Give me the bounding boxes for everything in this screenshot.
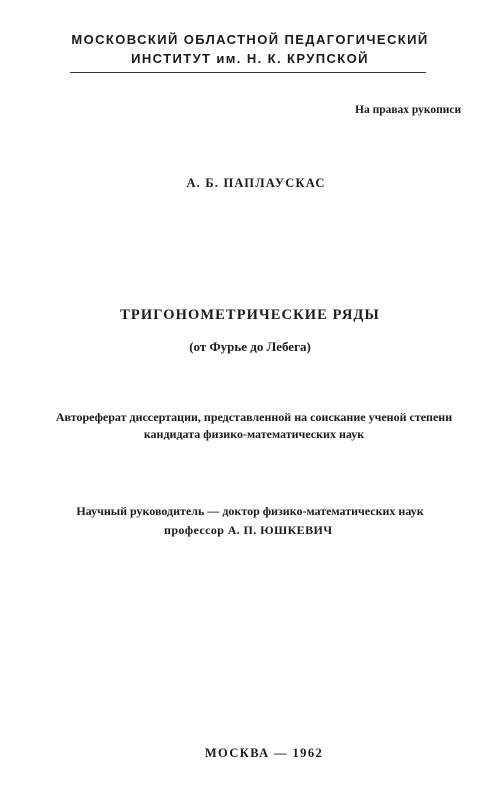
advisor-line2: профессор А. П. ЮШКЕВИЧ <box>164 523 333 537</box>
abstract-description-line1: Автореферат диссертации, представленной на соискание ученой степени <box>55 410 453 424</box>
header-divider <box>70 72 426 73</box>
dissertation-subtitle: (от Фурье до Лебега) <box>189 339 311 354</box>
abstract-description-line2: кандидата физико-математических наук <box>143 427 365 441</box>
place-and-year: МОСКВА — 1962 <box>204 746 324 760</box>
institution-name-line1: МОСКОВСКИЙ ОБЛАСТНОЙ ПЕДАГОГИЧЕСКИЙ <box>71 32 429 47</box>
advisor-line1: Научный руководитель — доктор физико-математических наук <box>76 504 424 518</box>
author-name: А. Б. ПАПЛАУСКАС <box>186 176 326 190</box>
manuscript-note: На правах рукописи <box>355 104 462 116</box>
dissertation-title: ТРИГОНОМЕТРИЧЕСКИЕ РЯДЫ <box>120 307 380 323</box>
institution-name-line2: ИНСТИТУТ им. Н. К. КРУПСКОЙ <box>131 51 369 66</box>
